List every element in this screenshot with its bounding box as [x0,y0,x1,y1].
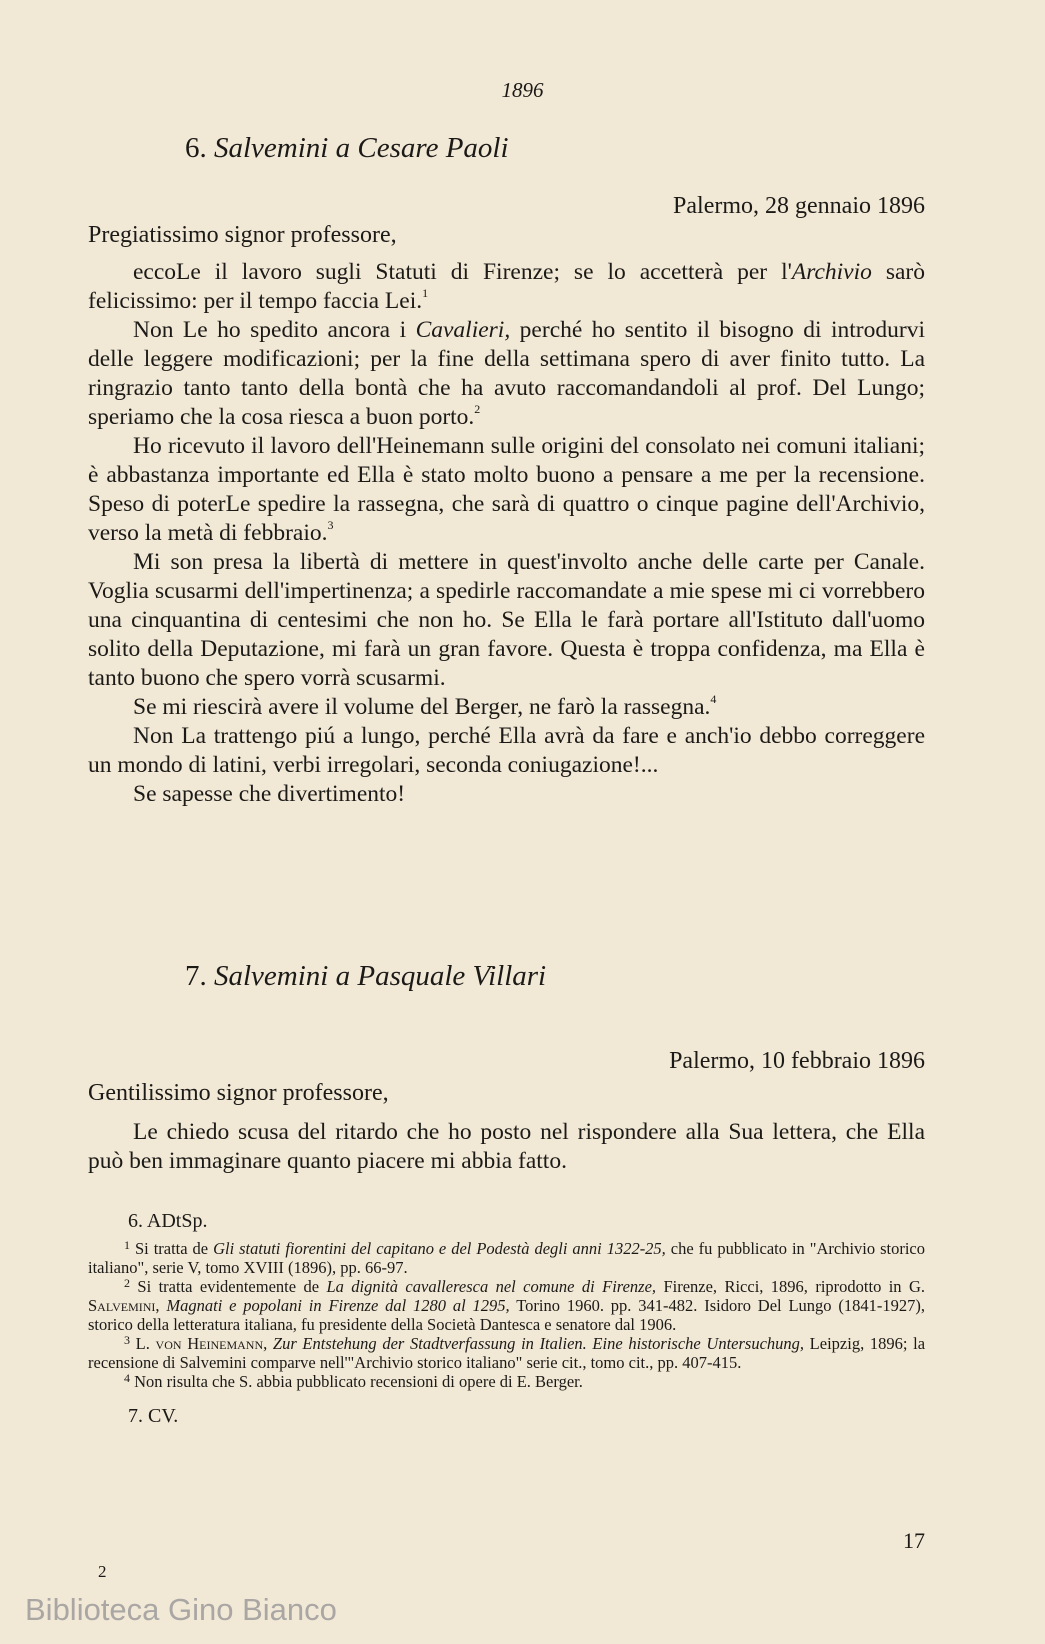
footnote-ref: 2 [474,402,481,416]
text-run: eccoLe il lavoro sugli Statuti di Firenze; se lo accetterà per l' [133,259,792,285]
letter-7-dateline: Palermo, 10 febbraio 1896 [669,1048,925,1074]
letter-7-salutation: Gentilissimo signor professore, [88,1080,389,1106]
source-note-7: 7. CV. [128,1405,179,1427]
text-run: Si tratta de [134,1239,214,1258]
footnote-number: 1 [124,1238,130,1252]
letter-6-heading: Salvemini a Cesare Paoli [214,132,509,164]
text-run: Non Le ho spedito ancora i [133,317,416,343]
letter-6-number: 6. [185,132,207,164]
letter-6-paragraph [88,693,925,722]
footnote-ref: 4 [710,692,717,706]
text-run: Si tratta evidentemente de [137,1277,327,1296]
source-note-6: 6. ADtSp. [128,1210,208,1232]
footnote-number: 3 [124,1333,130,1347]
footnote-3 [88,1334,925,1372]
small-caps-run: Salvemini [88,1296,156,1315]
footnote-1 [88,1239,925,1277]
letter-6-paragraph [88,258,925,316]
footnotes [88,1212,925,1426]
text-run: Firenze, Ricci, 1896, riprodotto in G. [656,1277,926,1296]
italic-run: Zur Entstehung der Stadtverfassung in Italien. Eine historische Untersuchung, [272,1334,805,1353]
small-caps-run: von Heinemann [155,1334,264,1353]
text-run: , [263,1334,273,1353]
page-number: 17 [903,1528,925,1553]
text-run: Non risulta che S. abbia pubblicato recensioni di opere di E. Berger. [134,1372,583,1391]
letter-6-dateline: Palermo, 28 gennaio 1896 [673,193,925,219]
text-run: Se mi riescirà avere il volume del Berger, ne farò la rassegna. [133,694,711,720]
text-run: Leipzig, 1896; la recensione di Salvemini comparve nell'"Archivio storico italiano" serie cit., tomo cit., pp. 407-415. [88,1334,926,1372]
text-run: Torino 1960. pp. 341-482. Isidoro Del Lungo (1841-1927), storico della letteratura italiana, fu presidente della Società Dantesca e senatore dal 1906. [88,1296,925,1334]
footnote-4 [88,1372,925,1391]
text-run: , [155,1296,167,1315]
letter-6-title [185,132,509,165]
letter-6-paragraph: Se sapesse che divertimento! [133,781,406,807]
running-head: 1896 [501,78,544,102]
letter-6-paragraph [88,432,925,548]
italic-run: Magnati e popolani in Firenze dal 1280 al 1295, [166,1296,510,1315]
letter-7-body [88,1118,925,1176]
text-run: perché ho sentito il bisogno di introdurvi delle leggere modificazioni; per la fine della settimana spero di aver finito tutto. La ringrazio tanto tanto della bontà che ha avuto raccomandandoli al prof. Del Lungo; speriamo che la cosa riesca a buon porto. [88,317,925,430]
letter-6-paragraph [88,316,925,432]
footnote-2 [88,1277,925,1334]
text-run: sarò felicissimo: per il tempo faccia Lei. [88,259,925,314]
watermark: Biblioteca Gino Bianco [25,1592,337,1627]
letter-6-body [88,258,925,809]
signature-mark: 2 [98,1562,107,1581]
letter-7-title [185,960,546,993]
italic-run: La dignità cavalleresca nel comune di Firenze, [326,1277,657,1296]
letter-6-paragraph: Mi son presa la libertà di mettere in quest'involto anche delle carte per Canale. Voglia scusarmi dell'impertinenza; a spedirle raccomandate a mie spese mi ci vorrebbero una cinquantina di centesimi che non ho. Se Ella le farà portare all'Istituto dall'uomo solito della Deputazione, mi farà un gran favore. Questa è troppa confidenza, ma Ella è tanto buono che spero vorrà scusarmi. [88,549,925,691]
footnote-ref: 1 [422,286,429,300]
letter-7-heading: Salvemini a Pasquale Villari [214,960,547,992]
letter-6-salutation: Pregiatissimo signor professore, [88,222,397,248]
text-run: che fu pubblicato in "Archivio storico italiano", serie V, tomo XVIII (1896), pp. 66-97. [88,1239,925,1277]
text-run: Ho ricevuto il lavoro dell'Heinemann sulle origini del consolato nei comuni italiani; è abbastanza importante ed Ella è stato molto buono a pensare a me per la recensione. Speso di poterLe spedire la rassegna, che sarà di quattro o cinque pagine dell'Archivio, verso la metà di febbraio. [88,433,925,546]
footnote-number: 4 [124,1371,130,1385]
footnote-ref: 3 [327,518,334,532]
text-run: L. [135,1334,156,1353]
italic-run: Gli statuti fiorentini del capitano e del Podestà degli anni 1322-25, [213,1239,666,1258]
italic-run: Cavalieri, [415,317,511,343]
letter-7-paragraph: Le chiedo scusa del ritardo che ho posto nel rispondere alla Sua lettera, che Ella può ben immaginare quanto piacere mi abbia fatto. [88,1119,925,1174]
letter-7-number: 7. [185,960,207,992]
italic-run: Archivio [791,259,872,285]
footnote-number: 2 [124,1276,130,1290]
letter-6-paragraph: Non La trattengo piú a lungo, perché Ella avrà da fare e anch'io debbo correggere un mondo di latini, verbi irregolari, seconda coniugazione!... [88,723,925,778]
